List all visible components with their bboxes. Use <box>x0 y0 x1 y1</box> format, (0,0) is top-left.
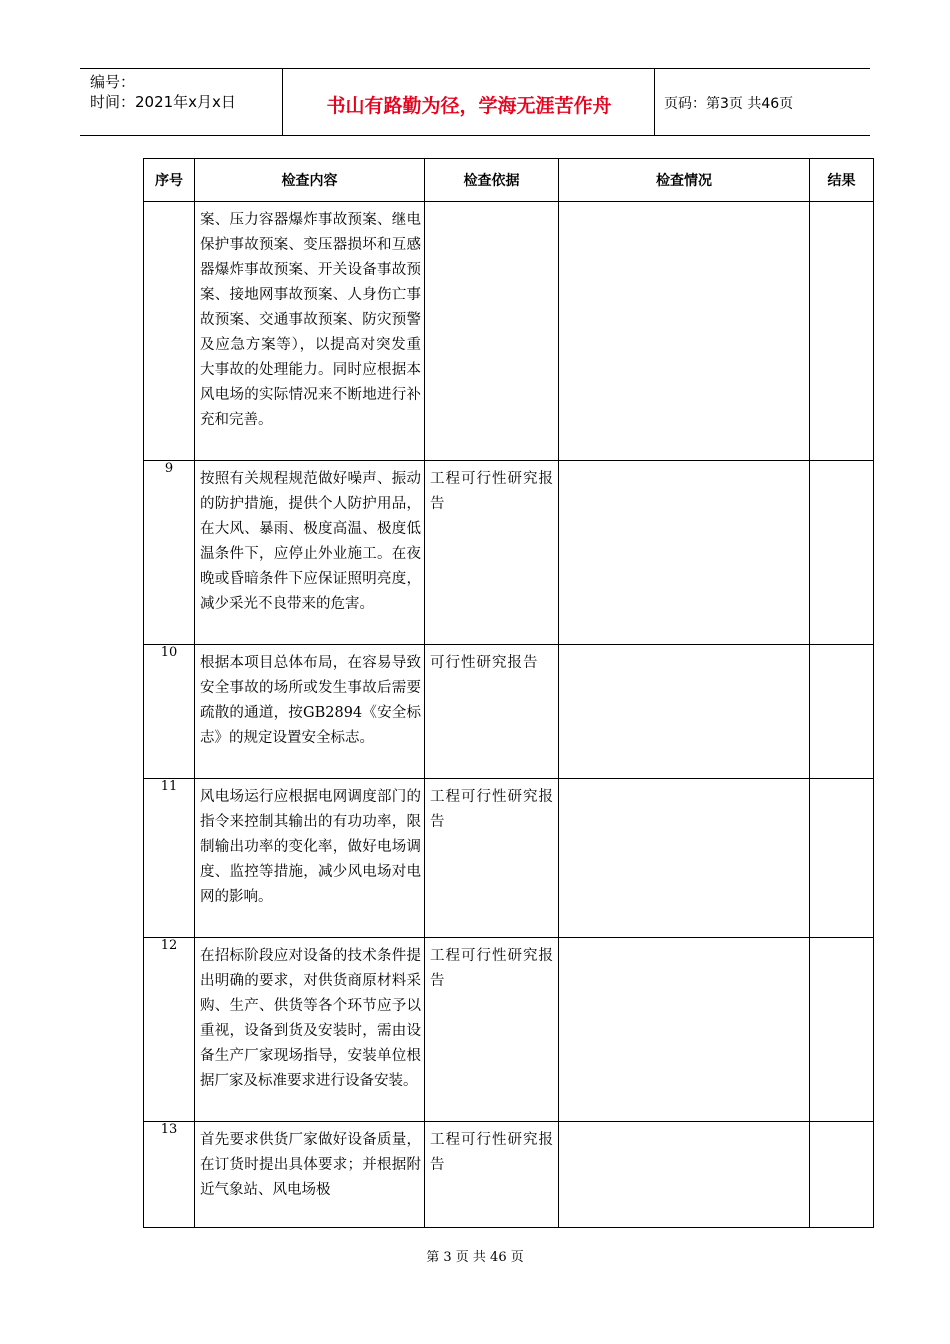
column-header-result: 结果 <box>810 159 874 202</box>
row-content: 按照有关规程规范做好噪声、振动的防护措施，提供个人防护用品，在大风、暴雨、极度高温、极度低温条件下，应停止外业施工。在夜晚或昏暗条件下应保证照明亮度，减少采光不良带来的危害。 <box>200 471 421 612</box>
row-basis: 工程可行性研究报告 <box>430 789 554 830</box>
row-status <box>559 938 810 1122</box>
row-result <box>810 938 874 1122</box>
header-meta <box>90 72 236 112</box>
table-row <box>144 779 874 938</box>
serial-label: 编号： <box>90 73 136 91</box>
column-header-basis: 检查依据 <box>425 159 559 202</box>
row-number: 13 <box>144 1122 195 1228</box>
row-number: 11 <box>144 779 195 938</box>
row-basis-cell <box>425 645 559 779</box>
row-basis-cell <box>425 1122 559 1228</box>
row-status <box>559 202 810 461</box>
row-content-cell <box>195 779 425 938</box>
row-number: 12 <box>144 938 195 1122</box>
row-result <box>810 202 874 461</box>
row-status <box>559 645 810 779</box>
row-number: 10 <box>144 645 195 779</box>
table-row <box>144 938 874 1122</box>
row-basis: 可行性研究报告 <box>430 655 539 671</box>
row-content: 案、压力容器爆炸事故预案、继电保护事故预案、变压器损坏和互感器爆炸事故预案、开关设备事故预案、接地网事故预案、人身伤亡事故预案、交通事故预案、防灾预警及应急方案等），以提高对突发重大事故的处理能力。同时应根据本风电场的实际情况来不断地进行补充和完善。 <box>200 212 421 428</box>
row-content-cell <box>195 461 425 645</box>
row-result <box>810 645 874 779</box>
header-divider-right <box>654 68 655 135</box>
row-basis <box>425 202 558 212</box>
table-row <box>144 645 874 779</box>
header-top-rule <box>80 68 870 69</box>
row-content: 根据本项目总体布局，在容易导致安全事故的场所或发生事故后需要疏散的通道，按GB2894《安全标志》的规定设置安全标志。 <box>200 655 421 746</box>
table-row <box>144 202 874 461</box>
row-content: 在招标阶段应对设备的技术条件提出明确的要求，对供货商原材料采购、生产、供货等各个环节应予以重视，设备到货及安装时，需由设备生产厂家现场指导，安装单位根据厂家及标准要求进行设备安装。 <box>200 948 421 1089</box>
header-motto: 书山有路勤为径，学海无涯苦作舟 <box>326 95 612 117</box>
row-content-cell <box>195 938 425 1122</box>
table-row <box>144 1122 874 1228</box>
table-header-row <box>144 159 874 202</box>
table-row <box>144 461 874 645</box>
row-status <box>559 779 810 938</box>
row-result <box>810 461 874 645</box>
header-page-number: 页码：第3页 共46页 <box>664 96 794 112</box>
row-number: 9 <box>144 461 195 645</box>
row-status <box>559 461 810 645</box>
row-basis: 工程可行性研究报告 <box>430 948 554 989</box>
column-header-status: 检查情况 <box>559 159 810 202</box>
row-basis-cell <box>425 938 559 1122</box>
row-number <box>144 202 195 461</box>
row-basis-cell <box>425 779 559 938</box>
column-header-content: 检查内容 <box>195 159 425 202</box>
row-content-cell <box>195 202 425 461</box>
row-basis: 工程可行性研究报告 <box>430 1132 554 1173</box>
page-footer: 第 3 页 共 46 页 <box>426 1250 524 1265</box>
column-header-no: 序号 <box>144 159 195 202</box>
row-content: 风电场运行应根据电网调度部门的指令来控制其输出的有功功率，限制输出功率的变化率，做好电场调度、监控等措施，减少风电场对电网的影响。 <box>200 789 421 905</box>
row-content-cell <box>195 1122 425 1228</box>
row-basis-cell <box>425 202 559 461</box>
header-divider-left <box>282 68 283 135</box>
row-content: 首先要求供货厂家做好设备质量，在订货时提出具体要求；并根据附近气象站、风电场极 <box>200 1132 421 1198</box>
row-basis: 工程可行性研究报告 <box>430 471 554 512</box>
date-label: 时间：2021年x月x日 <box>90 93 236 111</box>
row-result <box>810 779 874 938</box>
row-basis-cell <box>425 461 559 645</box>
row-content-cell <box>195 645 425 779</box>
row-result <box>810 1122 874 1228</box>
header-bottom-rule <box>80 135 870 136</box>
row-status <box>559 1122 810 1228</box>
inspection-table <box>143 158 874 1228</box>
